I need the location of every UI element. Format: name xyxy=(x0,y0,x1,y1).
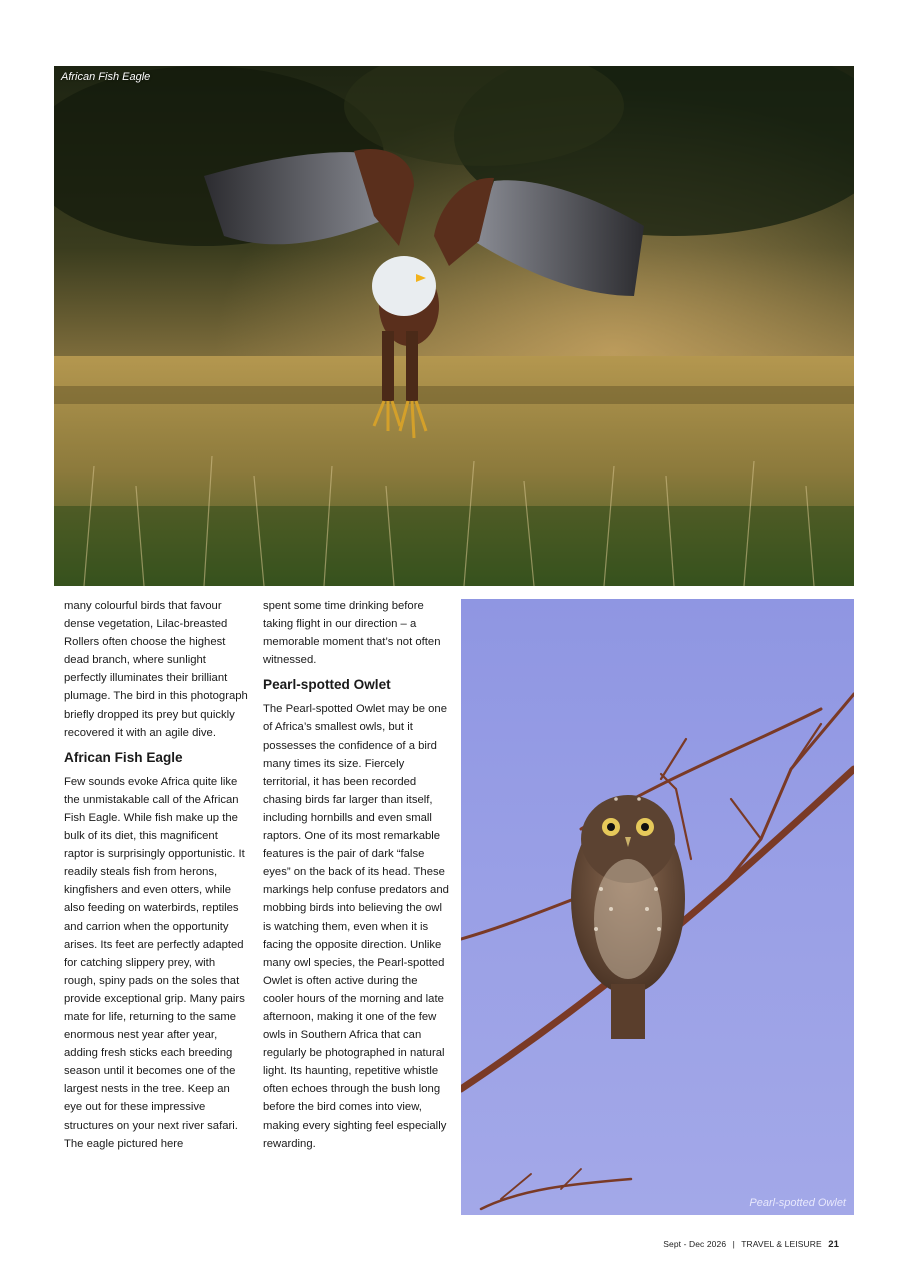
fish-eagle-heading: African Fish Eagle xyxy=(64,749,183,765)
footer-separator: | xyxy=(732,1239,735,1249)
fish-eagle-caption: African Fish Eagle xyxy=(61,71,151,83)
owlet-illustration xyxy=(461,599,854,1215)
owlet-heading: Pearl-spotted Owlet xyxy=(263,677,391,693)
fish-eagle-paragraph: Few sounds evoke Africa quite like the unmistakable call of the African Fish Eagle. While fish make up the bulk of its diet, this magnificent raptor is surprisingly opportunistic. It readily steals fish from herons, kingfishers and even otters, while also feeding on waterbirds, reptiles and carrion when the opportunity arises. Its feet are perfectly adapted for catching slippery prey, with rough, spiny pads on the soles that provide exceptional grip. Many pairs mate for life, returning to the same enormous nest year after year, adding fresh sticks each breeding season until it becomes one of the largest nests in the tree. Keep an eye out for these impressive structures on your next river safari. The eagle pictured here xyxy=(64,775,245,1150)
fish-eagle-photo xyxy=(54,66,854,586)
lilac-roller-paragraph: many colourful birds that favour dense vegetation, Lilac-breasted Rollers often choose the highest dead branch, where sunlight perfectly illuminates their brilliant plumage. The bird in this photograph briefly dropped its prey but quickly recovered it with an agile dive. xyxy=(64,600,248,739)
magazine-name: TRAVEL & LEISURE xyxy=(741,1239,822,1249)
article-column-2 xyxy=(263,597,449,1153)
fish-eagle-illustration xyxy=(54,66,854,586)
issue-date: Sept - Dec 2026 xyxy=(663,1239,727,1249)
owlet-paragraph: The Pearl-spotted Owlet may be one of Africa’s smallest owls, but it possesses the confidence of a bird many times its size. Fiercely territorial, it has been recorded chasing birds far larger than itself, including hornbills and even small raptors. One of its most remarkable features is the pair of dark “false eyes” on the back of its head. These markings help confuse predators and mobbing birds into believing the owl is watching them, even when it is facing the opposite direction. Unlike many owl species, the Pearl-spotted Owlet is often active during the cooler hours of the morning and late afternoon, making it one of the few owls in Southern Africa that can regularly be photographed in natural light. Its haunting, repetitive whistle often echoes through the bush long before the bird comes into view, making every sighting feel especially rewarding. xyxy=(263,703,449,1150)
article-column-1 xyxy=(64,597,248,1153)
fish-eagle-continued-paragraph: spent some time drinking before taking flight in our direction – a memorable moment that’s not often witnessed. xyxy=(263,600,441,667)
page-footer xyxy=(663,1239,839,1250)
owlet-caption: Pearl-spotted Owlet xyxy=(749,1197,846,1209)
pearl-spotted-owlet-photo xyxy=(461,599,854,1215)
page-number: 21 xyxy=(828,1239,839,1250)
